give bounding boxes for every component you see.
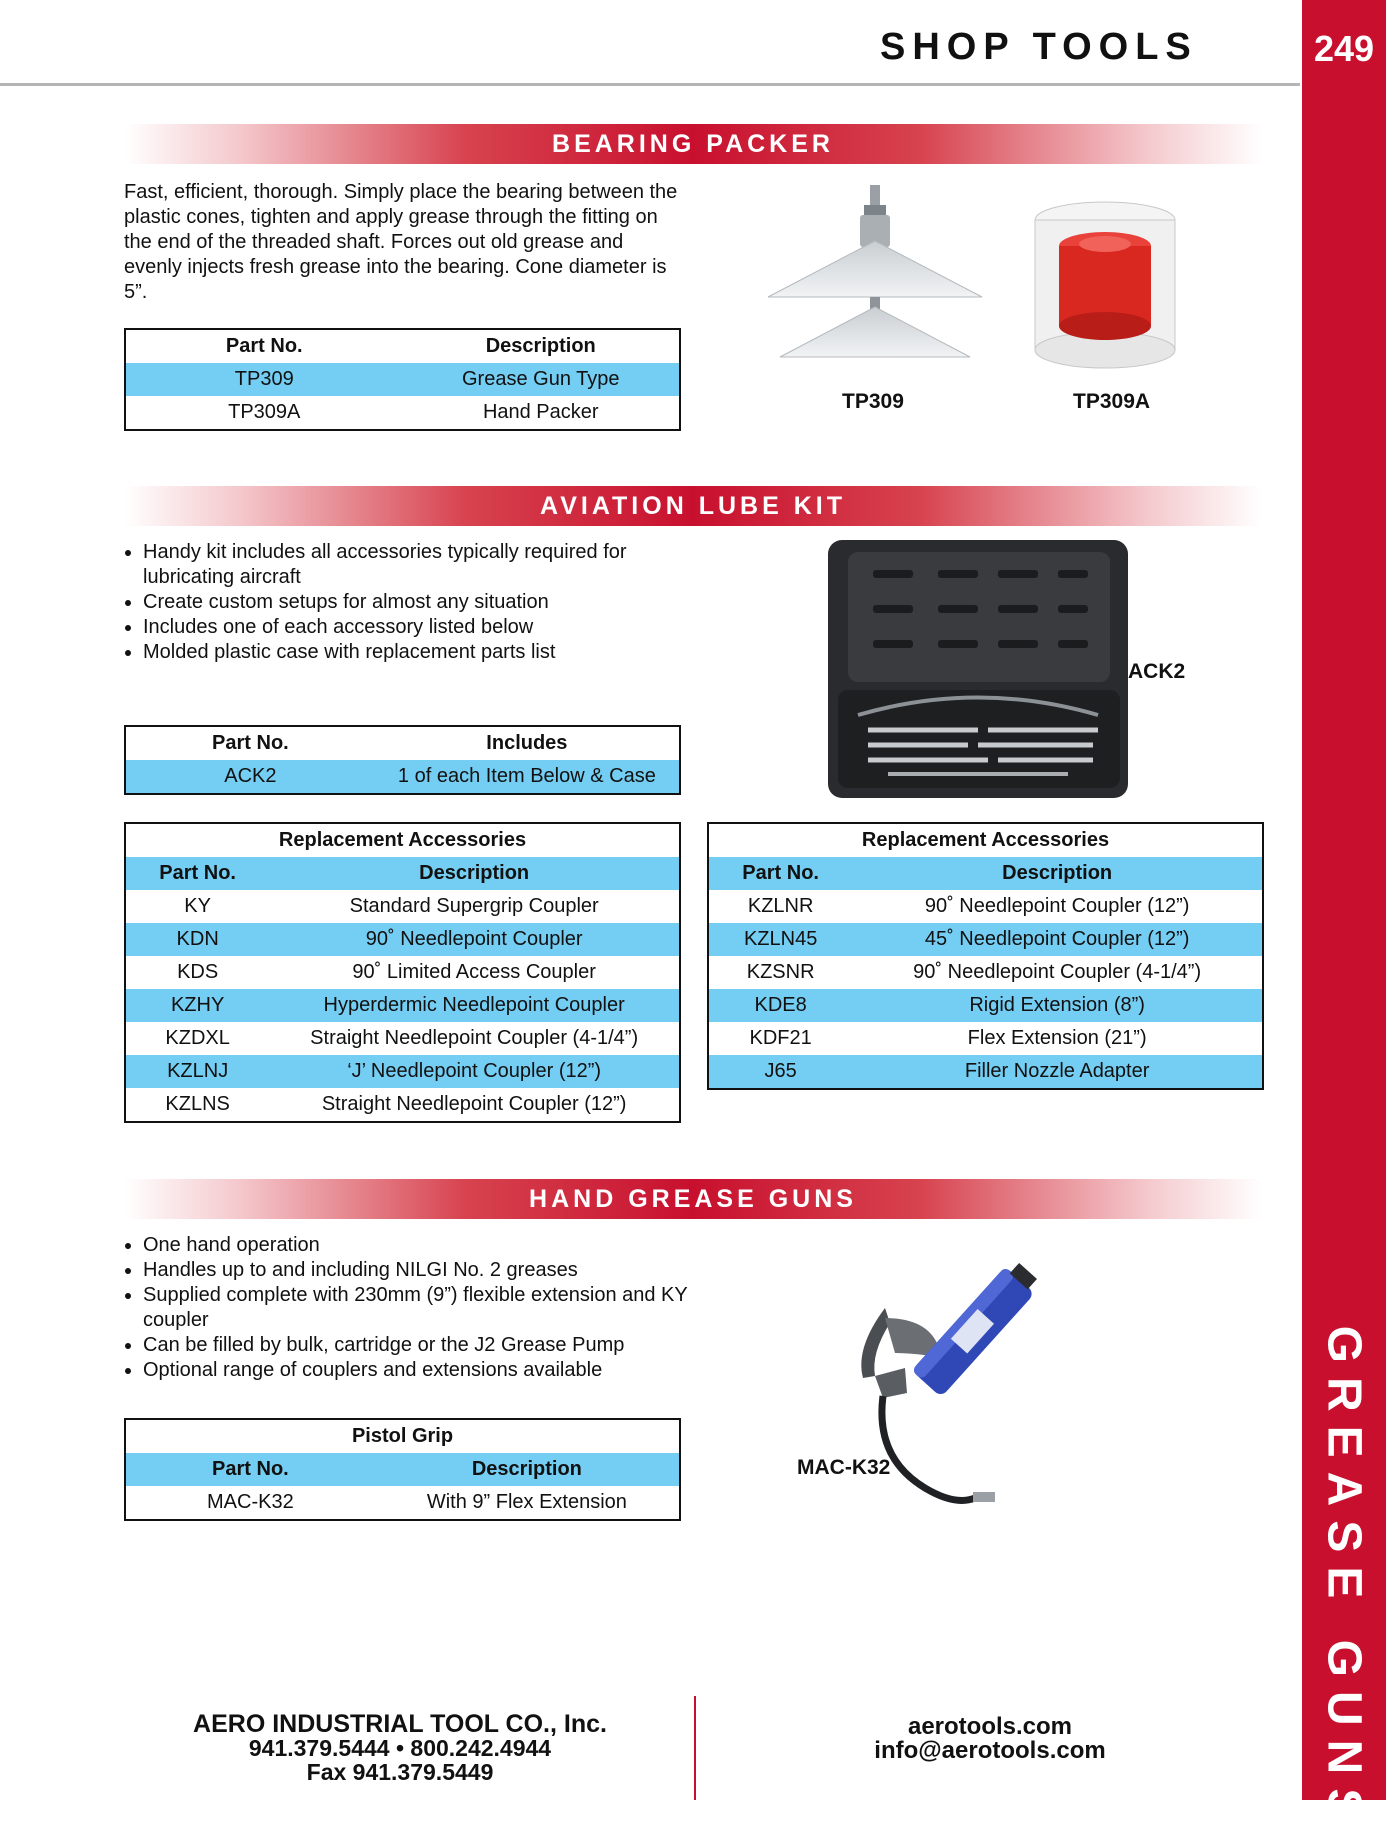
list-item: • One hand operation — [143, 1233, 704, 1258]
lube-kit-table — [124, 725, 681, 795]
header-rule — [0, 83, 1300, 86]
part-number-cell: KZLNJ — [125, 1055, 269, 1088]
bearing-packer-table — [124, 328, 681, 431]
part-number-cell: KDE8 — [708, 989, 852, 1022]
part-number-cell: KY — [184, 895, 211, 917]
description-cell: Grease Gun Type — [403, 363, 681, 396]
list-item: • Handles up to and including NILGI No. 2 greases — [143, 1258, 704, 1283]
table-row — [125, 1022, 680, 1055]
description-cell: 90˚ Needlepoint Coupler (12”) — [924, 895, 1190, 917]
footer-contact-block — [840, 1715, 1140, 1763]
part-number-cell: MAC-K32 — [207, 1491, 294, 1513]
table-caption: Replacement Accessories — [278, 829, 527, 851]
table-caption: Replacement Accessories — [861, 829, 1110, 851]
description-cell: Straight Needlepoint Coupler (4-1/4”) — [310, 1027, 639, 1049]
part-number-cell: KZHY — [125, 989, 269, 1022]
table-caption: Pistol Grip — [351, 1425, 454, 1447]
description-cell: 90˚ Needlepoint Coupler (4-1/4”) — [913, 961, 1202, 983]
ack2-caption: ACK2 — [1128, 660, 1186, 683]
column-header: Part No. — [708, 857, 852, 890]
table-row — [708, 1022, 1263, 1055]
company-fax: Fax 941.379.5449 — [306, 1759, 494, 1785]
tp309-caption: TP309 — [842, 390, 904, 413]
lube-kit-title: AVIATION LUBE KIT — [540, 492, 846, 520]
part-number-cell: ACK2 — [125, 760, 375, 794]
list-item: • Supplied complete with 230mm (9”) flexible extension and KY coupler — [143, 1283, 704, 1333]
column-header: Part No. — [212, 732, 289, 754]
part-number-cell: TP309 — [125, 363, 403, 396]
replacement-accessories-table-left — [124, 822, 681, 1123]
description-cell: 45˚ Needlepoint Coupler (12”) — [852, 923, 1263, 956]
list-item: • Handy kit includes all accessories typically required for lubricating aircraft — [143, 540, 704, 590]
part-number-cell: KDN — [125, 923, 269, 956]
part-number-cell: KZDXL — [165, 1027, 230, 1049]
table-row — [708, 923, 1263, 956]
grease-guns-banner — [124, 1179, 1262, 1219]
table-row — [708, 1055, 1263, 1089]
tp309a-caption: TP309A — [1073, 390, 1151, 413]
column-header: Description — [269, 857, 680, 890]
company-name: AERO INDUSTRIAL TOOL CO., Inc. — [193, 1710, 607, 1738]
tp309-bearing-packer-image — [760, 185, 990, 365]
lube-kit-bullets — [124, 540, 704, 665]
column-header: Description — [485, 335, 596, 357]
table-row — [125, 956, 680, 989]
table-row — [708, 956, 1263, 989]
email-link[interactable]: info@aerotools.com — [874, 1737, 1106, 1764]
part-number-cell: KDF21 — [749, 1027, 812, 1049]
column-header: Description — [852, 857, 1263, 890]
column-header: Part No. — [125, 857, 269, 890]
side-section-label — [1302, 1325, 1386, 1834]
description-cell: Filler Nozzle Adapter — [852, 1055, 1263, 1089]
lube-kit-banner — [124, 486, 1262, 526]
table-row — [125, 396, 680, 430]
tp309a-hand-packer-image — [1030, 198, 1180, 370]
table-row — [125, 890, 680, 923]
description-cell: Flex Extension (21”) — [967, 1027, 1147, 1049]
grease-guns-title: HAND GREASE GUNS — [529, 1185, 857, 1213]
list-item: • Optional range of couplers and extensions available — [143, 1358, 704, 1383]
page-number: 249 — [1313, 28, 1375, 69]
table-row — [125, 1486, 680, 1520]
bearing-packer-title: BEARING PACKER — [552, 130, 834, 158]
part-number-cell: KDS — [177, 961, 219, 983]
part-number-cell: J65 — [708, 1055, 852, 1089]
footer-divider — [694, 1696, 696, 1800]
column-header: Description — [375, 1453, 680, 1486]
description-cell: Hyperdermic Needlepoint Coupler — [269, 989, 680, 1022]
column-header: Part No. — [225, 335, 303, 357]
grease-guns-bullets — [124, 1233, 704, 1383]
part-number-cell: TP309A — [228, 401, 301, 423]
part-number-cell: KZLN45 — [708, 923, 852, 956]
part-number-cell: KZSNR — [746, 961, 815, 983]
footer-company-block — [150, 1712, 650, 1784]
description-cell: 90˚ Needlepoint Coupler — [269, 923, 680, 956]
description-cell: 90˚ Limited Access Coupler — [352, 961, 596, 983]
bearing-packer-description: Fast, efficient, thorough. Simply place the bearing between the plastic cones, tighten and apply grease through the fitting on the end of the threaded shaft. Forces out old grease and evenly injects fresh grease into the bearing. Cone diameter is 5”. — [124, 181, 678, 303]
bearing-packer-banner — [124, 124, 1262, 164]
table-row — [708, 890, 1263, 923]
list-item: • Molded plastic case with replacement parts list — [143, 640, 704, 665]
description-cell: With 9” Flex Extension — [426, 1491, 627, 1513]
list-item: • Includes one of each accessory listed below — [143, 615, 704, 640]
side-section-label-text: GREASE GUNS — [1317, 1325, 1371, 1834]
table-row — [125, 923, 680, 956]
table-row — [125, 1055, 680, 1088]
replacement-accessories-table-right — [707, 822, 1264, 1090]
description-cell: Hand Packer — [482, 401, 599, 423]
page-header-title: SHOP TOOLS — [880, 26, 1198, 68]
table-row — [125, 363, 680, 396]
description-cell: Straight Needlepoint Coupler (12”) — [321, 1093, 627, 1115]
table-row — [708, 989, 1263, 1022]
description-cell: Standard Supergrip Coupler — [349, 895, 599, 917]
includes-cell: 1 of each Item Below & Case — [375, 760, 680, 794]
table-row — [125, 760, 680, 794]
ack2-lube-kit-case-image — [828, 540, 1128, 798]
list-item: • Can be filled by bulk, cartridge or the J2 Grease Pump — [143, 1333, 704, 1358]
description-cell: Rigid Extension (8”) — [852, 989, 1263, 1022]
table-row — [125, 989, 680, 1022]
list-item: • Create custom setups for almost any situation — [143, 590, 704, 615]
website-link[interactable]: aerotools.com — [907, 1713, 1073, 1740]
column-header: Part No. — [125, 1453, 375, 1486]
table-row — [125, 1088, 680, 1122]
part-number-cell: KZLNS — [165, 1093, 230, 1115]
pistol-grip-table — [124, 1418, 681, 1521]
column-header: Includes — [486, 732, 568, 754]
description-cell: ‘J’ Needlepoint Coupler (12”) — [269, 1055, 680, 1088]
part-number-cell: KZLNR — [747, 895, 814, 917]
mac-k32-caption: MAC-K32 — [797, 1456, 891, 1479]
company-phones: 941.379.5444 • 800.242.4944 — [248, 1735, 552, 1761]
